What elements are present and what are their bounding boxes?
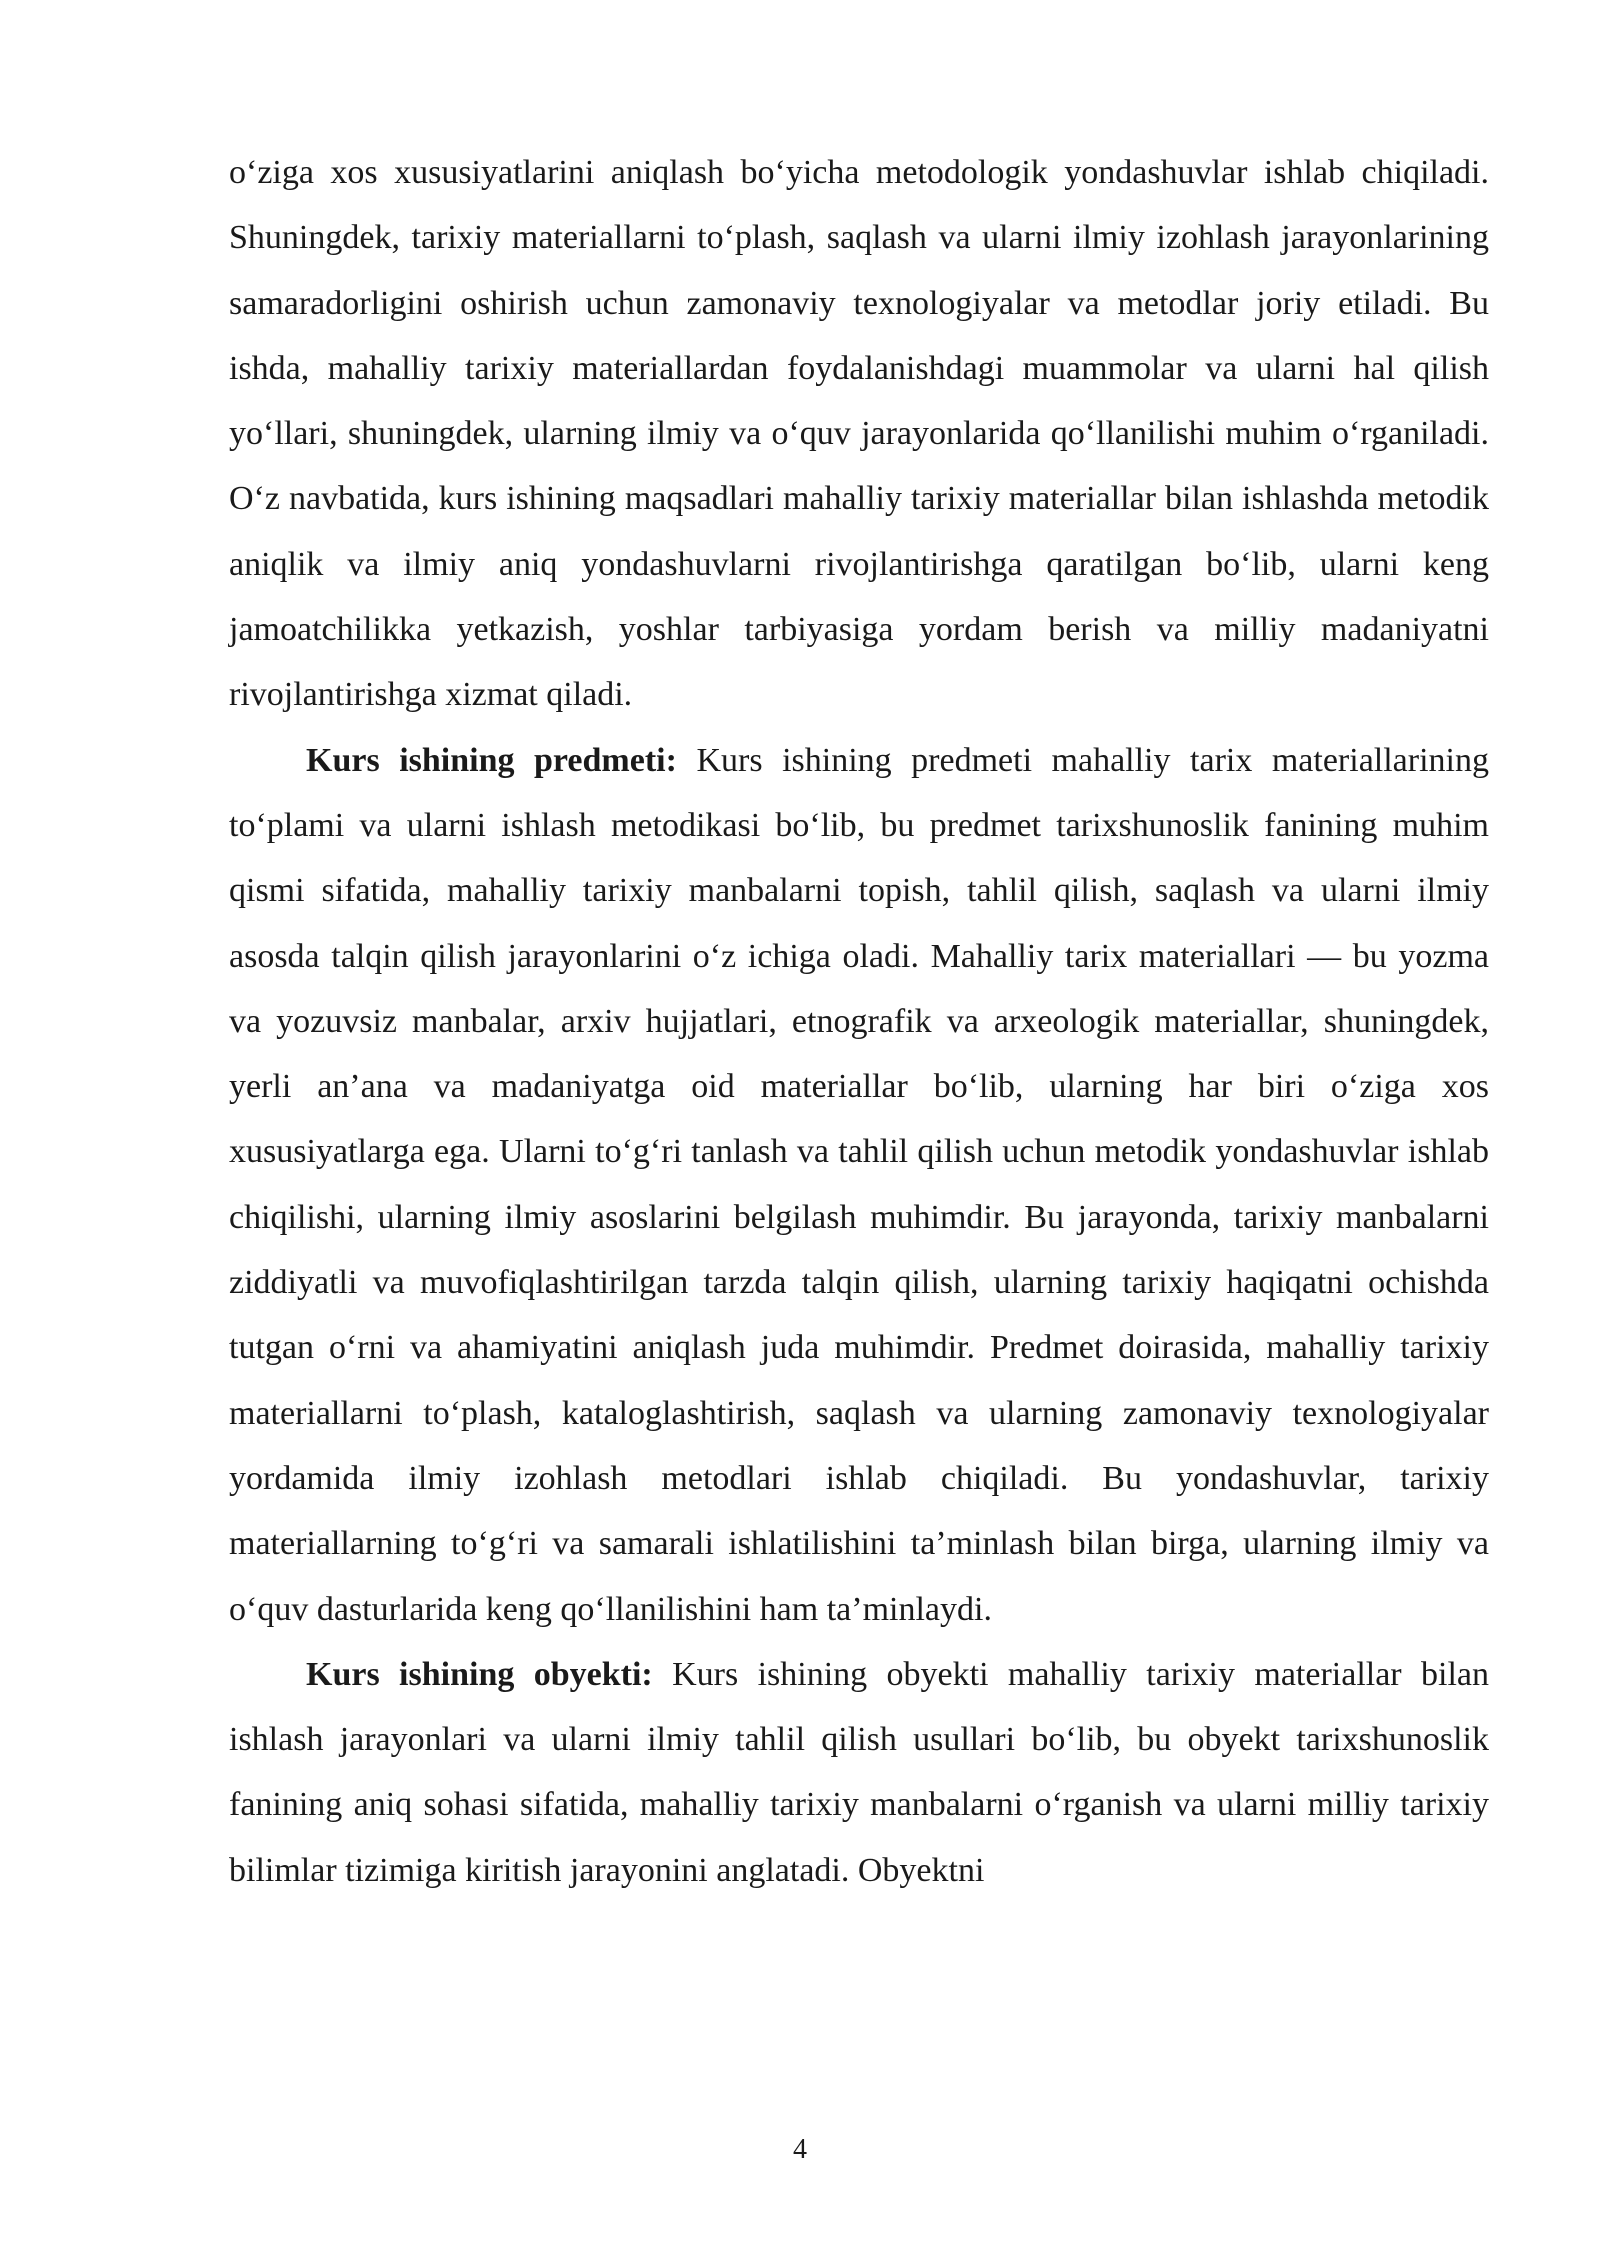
paragraph-subject <box>229 728 1489 1642</box>
paragraph-text: o‘ziga xos xususiyatlarini aniqlash bo‘yicha metodologik yondashuvlar ishlab chiqiladi. Shuningdek, tarixiy materiallarni to‘plash, saqlash va ularni ilmiy izohlash jarayonlarining samaradorligini oshirish uchun zamonaviy texnologiyalar va metodlar joriy etiladi. Bu ishda, mahalliy tarixiy materiallardan foydalanishdagi muammolar va ularni hal qilish yo‘llari, shuningdek, ularning ilmiy va o‘quv jarayonlarida qo‘llanilishi muhim o‘rganiladi. O‘z navbatida, kurs ishining maqsadlari mahalliy tarixiy materiallar bilan ishlashda metodik aniqlik va ilmiy aniq yondashuvlarni rivojlantirishga qaratilgan bo‘lib, ularni keng jamoatchilikka yetkazish, yoshlar tarbiyasiga yordam berish va milliy madaniyatni rivojlantirishga xizmat qiladi. <box>229 154 1489 714</box>
paragraph-heading: Kurs ishining predmeti: <box>306 741 677 779</box>
paragraph-heading: Kurs ishining obyekti: <box>306 1655 653 1693</box>
paragraph-object <box>229 1642 1489 1903</box>
page-number: 4 <box>793 2134 807 2165</box>
paragraph-text: Kurs ishining obyekti mahalliy tarixiy materiallar bilan ishlash jarayonlari va ularni ilmiy tahlil qilish usullari bo‘lib, bu obyekt tarixshunoslik fanining aniq sohasi sifatida, mahalliy tarixiy manbalarni o‘rganish va ularni milliy tarixiy bilimlar tizimiga kiritish jarayonini anglatadi. Obyektni <box>229 1655 1489 1889</box>
paragraph-text: Kurs ishining predmeti mahalliy tarix materiallarining to‘plami va ularni ishlash metodikasi bo‘lib, bu predmet tarixshunoslik fanining muhim qismi sifatida, mahalliy tarixiy manbalarni topish, tahlil qilish, saqlash va ularni ilmiy asosda talqin qilish jarayonlarini o‘z ichiga oladi. Mahalliy tarix materiallari — bu yozma va yozuvsiz manbalar, arxiv hujjatlari, etnografik va arxeologik materiallar, shuningdek, yerli an’ana va madaniyatga oid materiallar bo‘lib, ularning har biri o‘ziga xos xususiyatlarga ega. Ularni to‘g‘ri tanlash va tahlil qilish uchun metodik yondashuvlar ishlab chiqilishi, ularning ilmiy asoslarini belgilash muhimdir. Bu jarayonda, tarixiy manbalarni ziddiyatli va muvofiqlashtirilgan tarzda talqin qilish, ularning tarixiy haqiqatni ochishda tutgan o‘rni va ahamiyatini aniqlash juda muhimdir. Predmet doirasida, mahalliy tarixiy materiallarni to‘plash, kataloglashtirish, saqlash va ularning zamonaviy texnologiyalar yordamida ilmiy izohlash metodlari ishlab chiqiladi. Bu yondashuvlar, tarixiy materiallarning to‘g‘ri va samarali ishlatilishini ta’minlash bilan birga, ularning ilmiy va o‘quv dasturlarida keng qo‘llanilishini ham ta’minlaydi. <box>229 741 1489 1628</box>
paragraph-continuation <box>229 140 1489 728</box>
